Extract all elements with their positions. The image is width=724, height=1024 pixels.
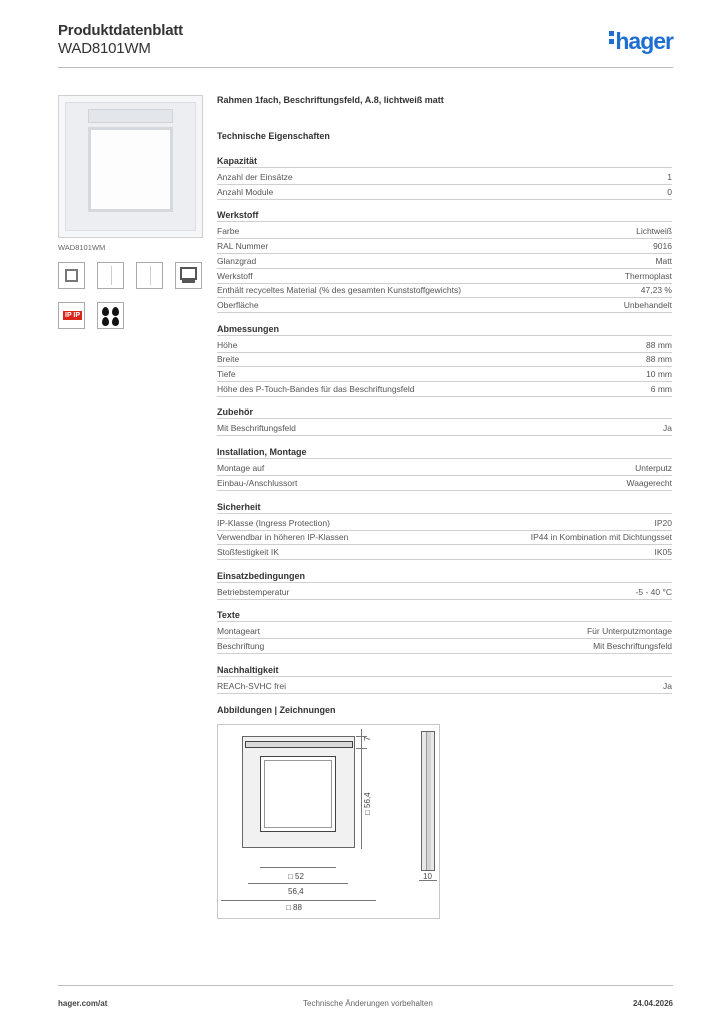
spec-row: [217, 186, 672, 200]
footer-date: 24.04.2026: [632, 999, 673, 1008]
spec-row: [217, 640, 672, 654]
side-view-drawing: [421, 731, 435, 871]
thumbnail-side-view-2[interactable]: [136, 262, 163, 289]
spec-value: Waagerecht: [626, 477, 672, 488]
spec-value: Unbehandelt: [623, 299, 672, 310]
spec-row: [217, 225, 672, 239]
spec-value: 88 mm: [646, 339, 672, 350]
spec-key: Einbau-/Anschlussort: [217, 477, 298, 488]
drawing-label-field: [245, 741, 353, 748]
document-title: Produktdatenblatt: [58, 22, 183, 39]
dim-label-7: 7: [363, 736, 372, 741]
spec-value: IP44 in Kombination mit Dichtungsset: [530, 532, 672, 543]
spec-key: Montage auf: [217, 463, 265, 474]
spec-row: [217, 517, 672, 531]
spec-value: 88 mm: [646, 354, 672, 365]
spec-row: [217, 339, 672, 353]
spec-row: [217, 462, 672, 476]
spec-key: IP-Klasse (Ingress Protection): [217, 517, 330, 528]
spec-value: Ja: [663, 423, 672, 434]
spec-row: [217, 270, 672, 284]
spec-value: 1: [667, 172, 672, 182]
technical-drawing: [217, 724, 440, 919]
spec-row: [217, 546, 672, 560]
thumbnail-side-view[interactable]: [97, 262, 124, 289]
spec-row: [217, 531, 672, 545]
hager-logo: [609, 28, 673, 55]
page-footer: [58, 985, 673, 1010]
product-image: [58, 95, 203, 238]
dim-label-56-4-vertical: □ 56,4: [363, 792, 372, 815]
spec-key: RAL Nummer: [217, 241, 269, 252]
technical-properties-heading: Technische Eigenschaften: [217, 131, 330, 141]
thumbnail-drawing[interactable]: [175, 262, 202, 289]
footer-website-link[interactable]: hager.com/at: [58, 999, 108, 1008]
spec-row: [217, 171, 672, 185]
drawings-heading: Abbildungen | Zeichnungen: [217, 705, 336, 715]
spec-row: [217, 368, 672, 382]
water-drops-icon: [97, 302, 124, 329]
dim-label-56-4-horizontal: 56,4: [288, 887, 304, 896]
product-description: Rahmen 1fach, Beschriftungsfeld, A.8, lichtweiß matt: [217, 95, 444, 105]
product-image-caption: WAD8101WM: [58, 243, 106, 252]
dim-label-52: □ 52: [288, 872, 304, 881]
spec-value: 6 mm: [650, 383, 672, 394]
spec-key: Mit Beschriftungsfeld: [217, 423, 296, 434]
spec-key: Werkstoff: [217, 270, 253, 281]
section-heading: Sicherheit: [217, 502, 672, 514]
spec-row: [217, 240, 672, 254]
spec-key: Höhe des P-Touch-Bandes für das Beschriftungsfeld: [217, 383, 415, 394]
spec-key: Höhe: [217, 339, 238, 350]
spec-value: Thermoplast: [624, 270, 672, 281]
dim-label-88: □ 88: [286, 903, 302, 912]
spec-row: [217, 299, 672, 313]
section-heading: Kapazität: [217, 156, 672, 168]
dim-label-10: 10: [423, 872, 432, 881]
spec-row: [217, 383, 672, 397]
spec-value: IK05: [654, 546, 672, 557]
section-heading: Einsatzbedingungen: [217, 571, 672, 583]
spec-row: [217, 255, 672, 269]
spec-key: Glanzgrad: [217, 255, 257, 266]
spec-key: Oberfläche: [217, 299, 259, 310]
spec-row: [217, 353, 672, 367]
spec-key: Tiefe: [217, 369, 236, 379]
spec-value: Lichtweiß: [636, 226, 672, 237]
page-header: [58, 20, 673, 68]
spec-value: 0: [667, 186, 672, 197]
spec-key: Montageart: [217, 626, 260, 637]
spec-value: Ja: [663, 680, 672, 691]
ip-badge-text: IP IP: [65, 312, 81, 319]
spec-key: Anzahl der Einsätze: [217, 172, 293, 182]
spec-value: Unterputz: [635, 463, 672, 474]
spec-key: REACh-SVHC frei: [217, 680, 286, 691]
product-label-field: [88, 109, 173, 123]
spec-key: Betriebstemperatur: [217, 586, 290, 597]
logo-dots-icon: [609, 31, 614, 47]
spec-key: Farbe: [217, 226, 240, 237]
section-heading: Nachhaltigkeit: [217, 665, 672, 677]
spec-value: 9016: [653, 241, 672, 252]
footer-notice: Technische Änderungen vorbehalten: [303, 999, 433, 1008]
spec-key: Stoßfestigkeit IK: [217, 546, 279, 557]
product-code: WAD8101WM: [58, 40, 151, 57]
spec-row: [217, 680, 672, 694]
spec-value: IP20: [654, 517, 672, 528]
spec-value: Für Unterputzmontage: [586, 626, 672, 637]
section-heading: Abmessungen: [217, 324, 672, 336]
thumbnail-front-view[interactable]: [58, 262, 85, 289]
spec-value: Matt: [655, 255, 672, 266]
spec-value: Mit Beschriftungsfeld: [593, 641, 672, 651]
section-heading: Texte: [217, 610, 672, 622]
spec-row: [217, 477, 672, 491]
spec-key: Enthält recyceltes Material (% des gesamten Kunststoffgewichts): [217, 285, 462, 296]
product-frame-illustration: [65, 102, 196, 231]
spec-row: [217, 586, 672, 600]
section-heading: Zubehör: [217, 407, 672, 419]
ip-rating-icon: [58, 302, 85, 329]
section-heading: Werkstoff: [217, 210, 672, 222]
spec-value: 10 mm: [646, 369, 672, 379]
spec-row: [217, 625, 672, 639]
spec-value: 47,23 %: [640, 285, 672, 296]
drawing-opening: [260, 756, 336, 832]
spec-value: -5 - 40 °C: [635, 586, 672, 597]
spec-key: Verwendbar in höheren IP-Klassen: [217, 532, 349, 543]
spec-key: Anzahl Module: [217, 186, 274, 197]
spec-key: Beschriftung: [217, 641, 265, 651]
logo-text: hager: [615, 28, 673, 54]
spec-row: [217, 422, 672, 436]
section-heading: Installation, Montage: [217, 447, 672, 459]
spec-key: Breite: [217, 354, 240, 365]
product-opening: [88, 127, 173, 212]
spec-row: [217, 284, 672, 298]
